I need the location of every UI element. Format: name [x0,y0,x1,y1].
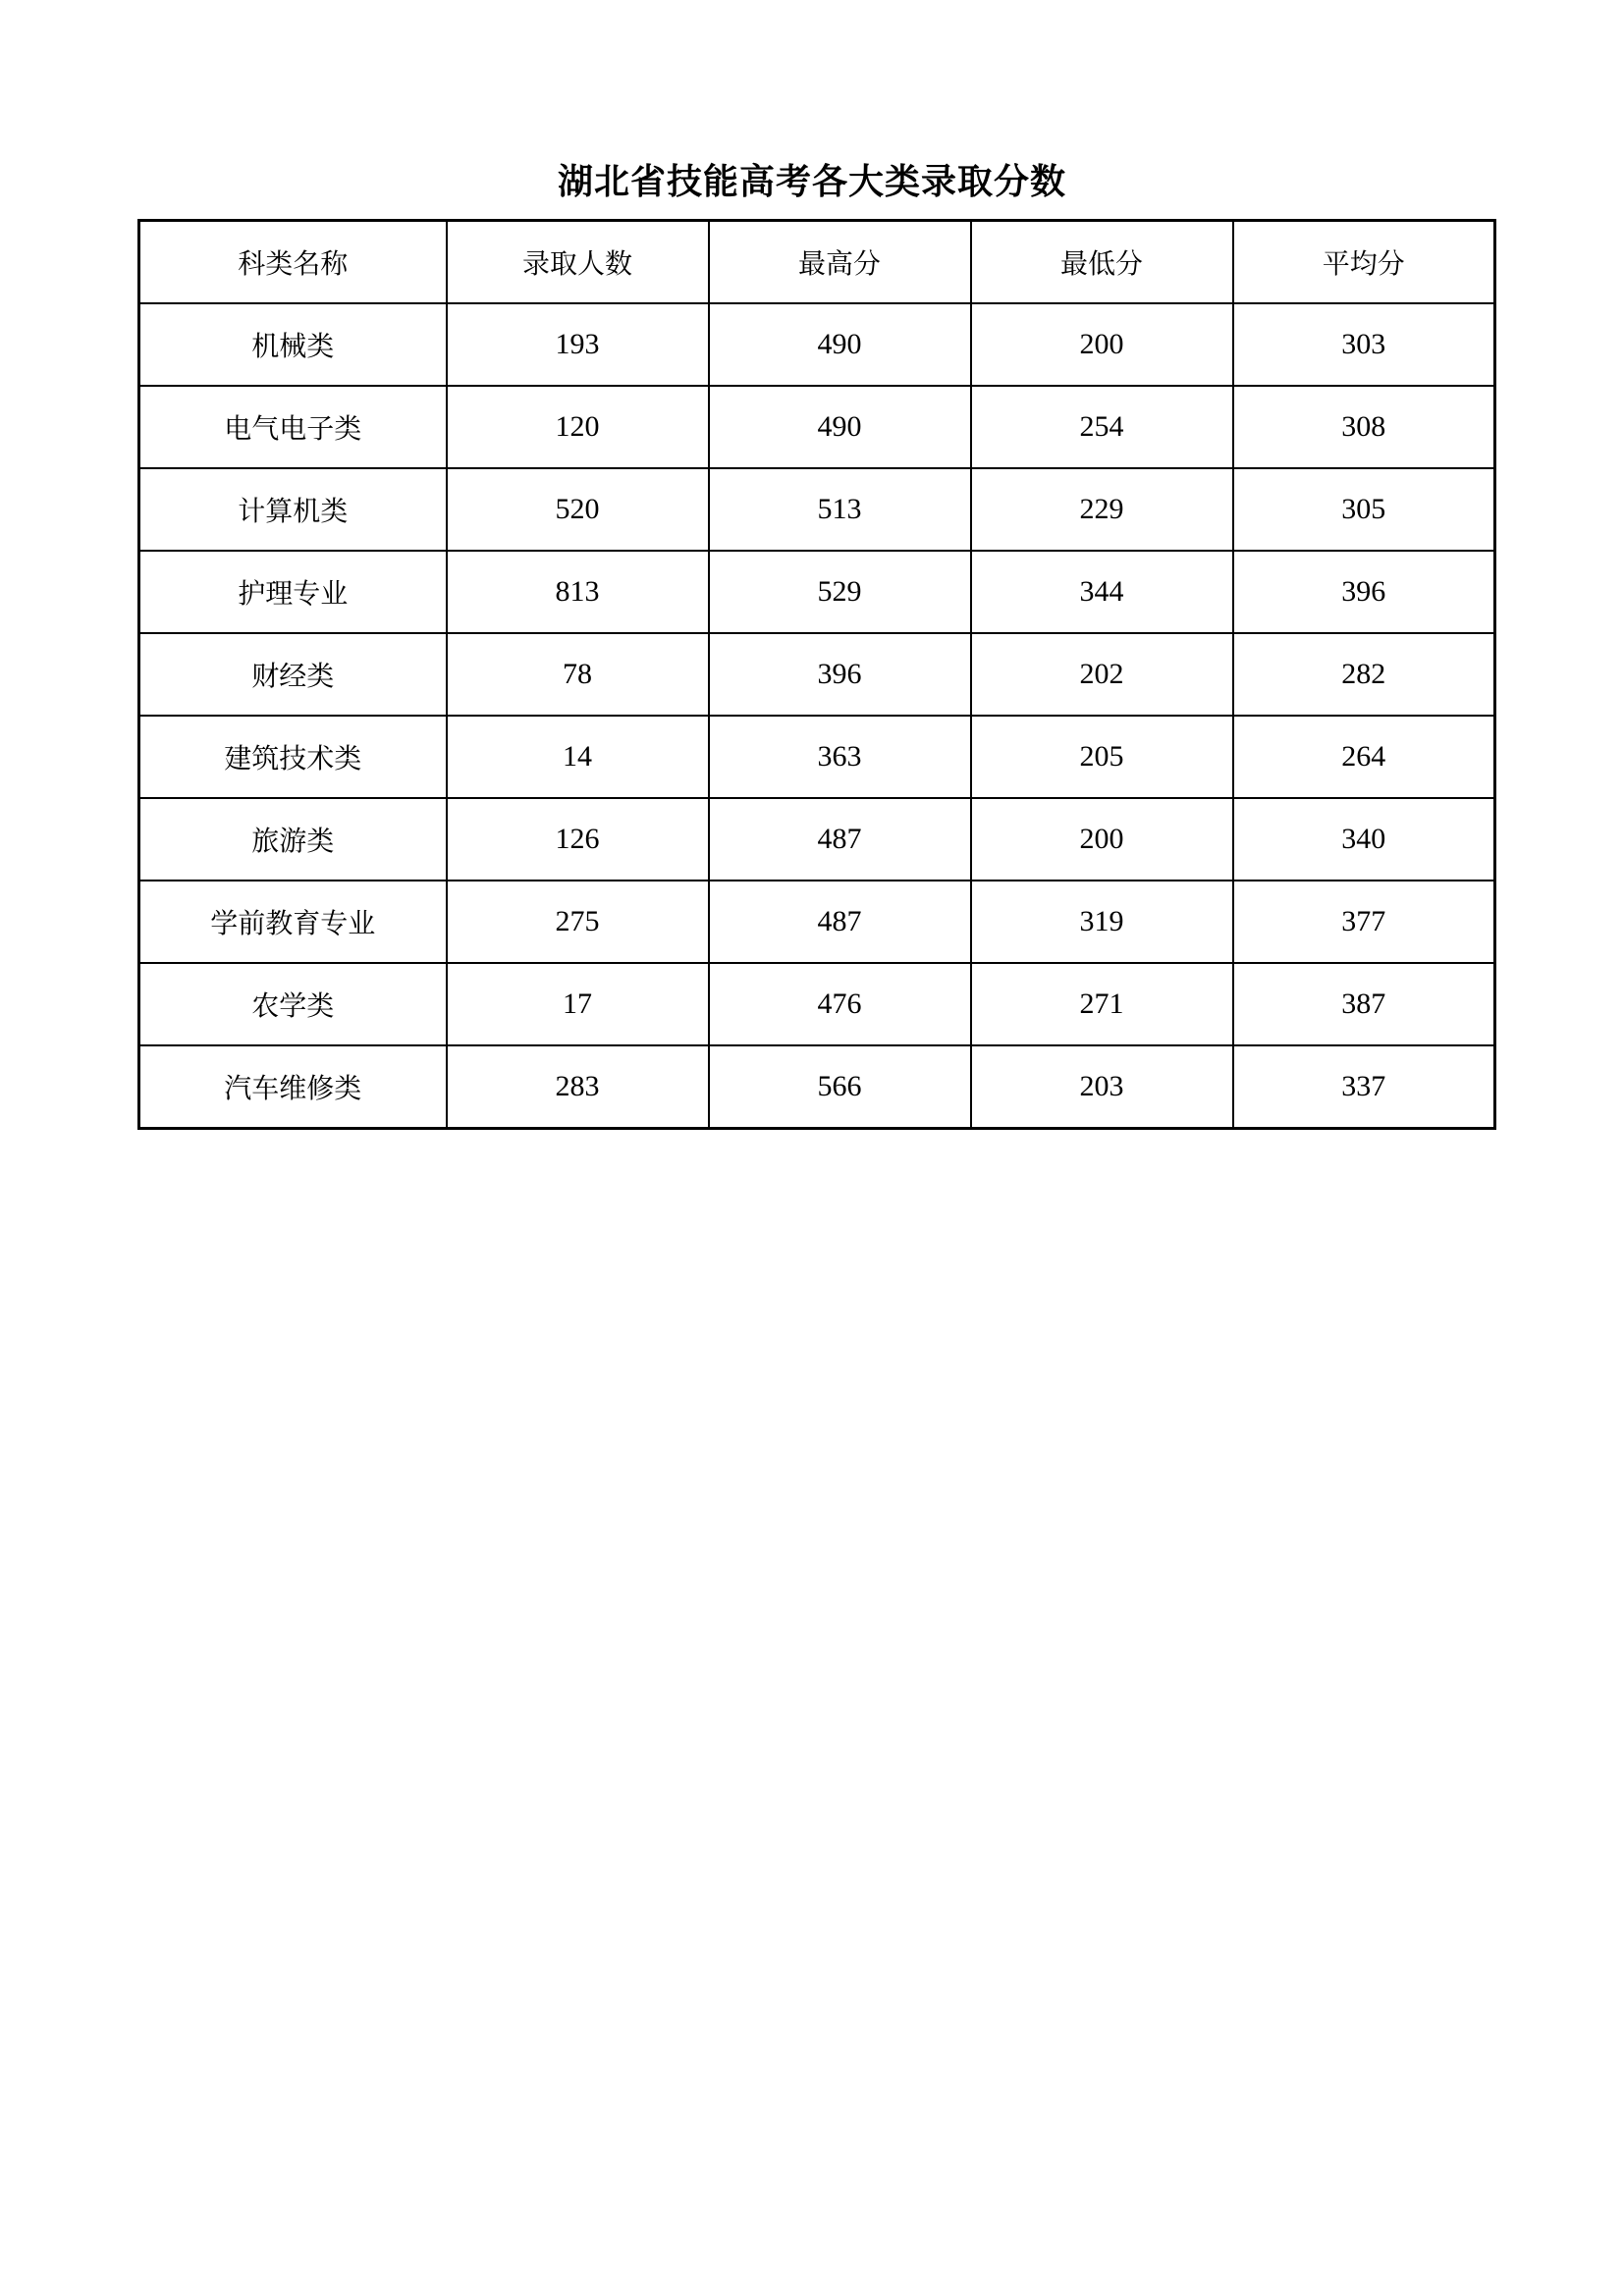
table-row [139,386,1495,468]
admitted-count-cell: 78 [447,633,709,716]
admitted-count-cell: 14 [447,716,709,798]
header-highest-score: 最高分 [709,221,971,304]
lowest-score-cell: 205 [971,716,1233,798]
average-score-cell: 377 [1233,881,1495,963]
highest-score-cell: 476 [709,963,971,1045]
highest-score-cell: 490 [709,303,971,386]
average-score-cell: 396 [1233,551,1495,633]
average-score-cell: 308 [1233,386,1495,468]
average-score-cell: 387 [1233,963,1495,1045]
lowest-score-cell: 344 [971,551,1233,633]
highest-score-cell: 363 [709,716,971,798]
lowest-score-cell: 203 [971,1045,1233,1129]
highest-score-cell: 396 [709,633,971,716]
header-admitted-count: 录取人数 [447,221,709,304]
lowest-score-cell: 200 [971,798,1233,881]
table-body [139,303,1495,1129]
table-row [139,963,1495,1045]
admitted-count-cell: 126 [447,798,709,881]
average-score-cell: 337 [1233,1045,1495,1129]
highest-score-cell: 487 [709,798,971,881]
admission-score-table [137,219,1496,1130]
table-row [139,798,1495,881]
admitted-count-cell: 520 [447,468,709,551]
category-name-cell: 护理专业 [139,551,447,633]
highest-score-cell: 529 [709,551,971,633]
category-name-cell: 学前教育专业 [139,881,447,963]
lowest-score-cell: 229 [971,468,1233,551]
table-row [139,1045,1495,1129]
table-row [139,716,1495,798]
admitted-count-cell: 17 [447,963,709,1045]
lowest-score-cell: 202 [971,633,1233,716]
table-row [139,551,1495,633]
category-name-cell: 财经类 [139,633,447,716]
lowest-score-cell: 200 [971,303,1233,386]
admitted-count-cell: 813 [447,551,709,633]
category-name-cell: 计算机类 [139,468,447,551]
average-score-cell: 340 [1233,798,1495,881]
average-score-cell: 264 [1233,716,1495,798]
highest-score-cell: 566 [709,1045,971,1129]
header-row [139,221,1495,304]
admitted-count-cell: 193 [447,303,709,386]
table-row [139,633,1495,716]
category-name-cell: 电气电子类 [139,386,447,468]
lowest-score-cell: 319 [971,881,1233,963]
highest-score-cell: 487 [709,881,971,963]
admitted-count-cell: 275 [447,881,709,963]
highest-score-cell: 490 [709,386,971,468]
header-average-score: 平均分 [1233,221,1495,304]
category-name-cell: 建筑技术类 [139,716,447,798]
table-row [139,303,1495,386]
header-lowest-score: 最低分 [971,221,1233,304]
header-category-name: 科类名称 [139,221,447,304]
page-title: 湖北省技能高考各大类录取分数 [557,162,1066,202]
average-score-cell: 305 [1233,468,1495,551]
admitted-count-cell: 283 [447,1045,709,1129]
admitted-count-cell: 120 [447,386,709,468]
table-header [139,221,1495,304]
category-name-cell: 旅游类 [139,798,447,881]
category-name-cell: 汽车维修类 [139,1045,447,1129]
category-name-cell: 农学类 [139,963,447,1045]
average-score-cell: 282 [1233,633,1495,716]
average-score-cell: 303 [1233,303,1495,386]
category-name-cell: 机械类 [139,303,447,386]
table-row [139,468,1495,551]
lowest-score-cell: 254 [971,386,1233,468]
highest-score-cell: 513 [709,468,971,551]
lowest-score-cell: 271 [971,963,1233,1045]
table-row [139,881,1495,963]
